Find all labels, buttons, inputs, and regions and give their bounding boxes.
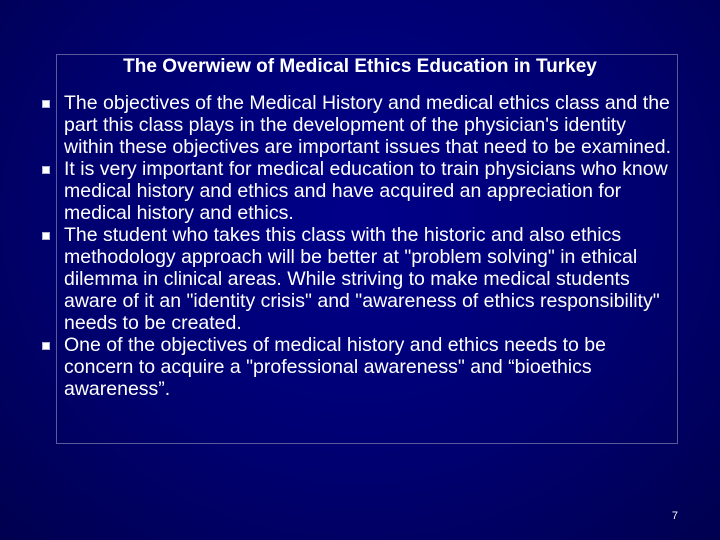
slide-title: The Overwiew of Medical Ethics Education in Turkey bbox=[123, 56, 597, 77]
page-number: 7 bbox=[671, 510, 678, 522]
bullet-item bbox=[40, 158, 680, 224]
square-bullet-icon bbox=[42, 166, 50, 174]
bullet-text: The student who takes this class with the historic and also ethics methodology approach will be better at "problem solving" in ethical dilemma in clinical areas. While striving to make medical students aware of it an "identity crisis" and "awareness of ethics responsibility" needs to be created. bbox=[64, 224, 660, 334]
square-bullet-icon bbox=[42, 232, 50, 240]
bullet-item bbox=[40, 334, 680, 400]
bullet-text: It is very important for medical education to train physicians who know medical history and ethics and have acquired an appreciation for medical history and ethics. bbox=[64, 158, 668, 224]
bullet-item bbox=[40, 224, 680, 334]
bullet-text: The objectives of the Medical History and medical ethics class and the part this class plays in the development of the physician's identity within these objectives are important issues that need to be examined. bbox=[64, 92, 672, 158]
square-bullet-icon bbox=[42, 100, 50, 108]
bullet-list bbox=[40, 92, 680, 400]
square-bullet-icon bbox=[42, 342, 50, 350]
bullet-text: One of the objectives of medical history and ethics needs to be concern to acquire a "professional awareness" and “bioethics awareness”. bbox=[64, 334, 606, 400]
bullet-item bbox=[40, 92, 680, 158]
